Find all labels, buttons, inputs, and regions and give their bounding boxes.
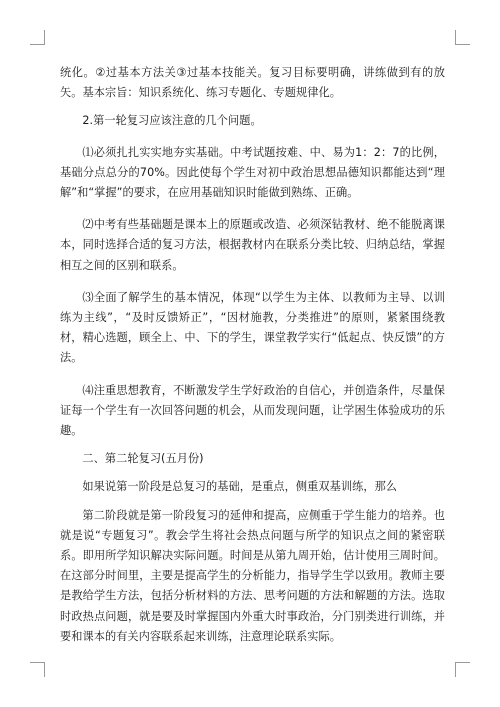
paragraph-point-1: ⑴必须扎扎实实地夯实基础。中考试题按难、中、易为1：2：7的比例，基础分点总分的70%。因此使每个学生对初中政治思想品德知识都能达到“理解”和“掌握”的要求，在应用基础知识时能做到熟练、正确。 xyxy=(60,145,445,200)
crop-mark-bottom-right xyxy=(455,662,470,677)
paragraph-stage-two: 第二阶段就是第一阶段复习的延伸和提高，应侧重于学生能力的培养。也就是说“专题复习”。教会学生将社会热点问题与所学的知识点之间的紧密联系。即用所学知识解决实际问题。时间是从第九周开始，估计使用三周时间。在这部分时间里，主要是提高学生的分析能力，指导学生学以致用。教师主要是教给学生方法，包括分析材料的方法、思考问题的方法和解题的方法。选取时政热点问题，就是要及时掌握国内外重大时事政治，分门别类进行训练，并要和课本的有关内容联系起来训练，注意理论联系实际。 xyxy=(60,508,445,643)
crop-mark-bottom-left xyxy=(30,662,45,677)
paragraph-continuation: 统化。②过基本方法关③过基本技能关。复习目标要明确，讲练做到有的放矢。基本宗旨：知识系统化、练习专题化、专题规律化。 xyxy=(60,66,445,100)
paragraph-stage-intro: 如果说第一阶段是总复习的基础，是重点，侧重双基训练，那么 xyxy=(82,480,398,494)
paragraph-heading-second-round: 二、第二轮复习(五月份) xyxy=(82,452,204,466)
paragraph-point-3: ⑶全面了解学生的基本情况，体现“以学生为主体、以教师为主导、以训练为主线”，“及时反馈矫正”，“因材施教，分类推进”的原则，紧紧围绕教材，精心选题，顾全上、中、下的学生，课堂教学实行“低起点、快反馈”的方法。 xyxy=(60,290,445,365)
document-body xyxy=(60,63,445,647)
crop-mark-top-right xyxy=(455,30,470,45)
crop-mark-top-left xyxy=(30,30,45,45)
paragraph-heading-first-round-notes: 2.第一轮复习应该注意的几个问题。 xyxy=(82,114,262,128)
paragraph-point-4: ⑷注重思想教育，不断激发学生学好政治的自信心，并创造条件，尽量保证每一个学生有一次回答问题的机会，从而发现问题，让学困生体验成功的乐趣。 xyxy=(60,383,445,438)
paragraph-point-2: ⑵中考有些基础题是课本上的原题或改造、必须深钻教材、绝不能脱离课本，同时选择合适的复习方法，根据教材内在联系分类比较、归纳总结，掌握相互之间的区别和联系。 xyxy=(60,218,445,272)
